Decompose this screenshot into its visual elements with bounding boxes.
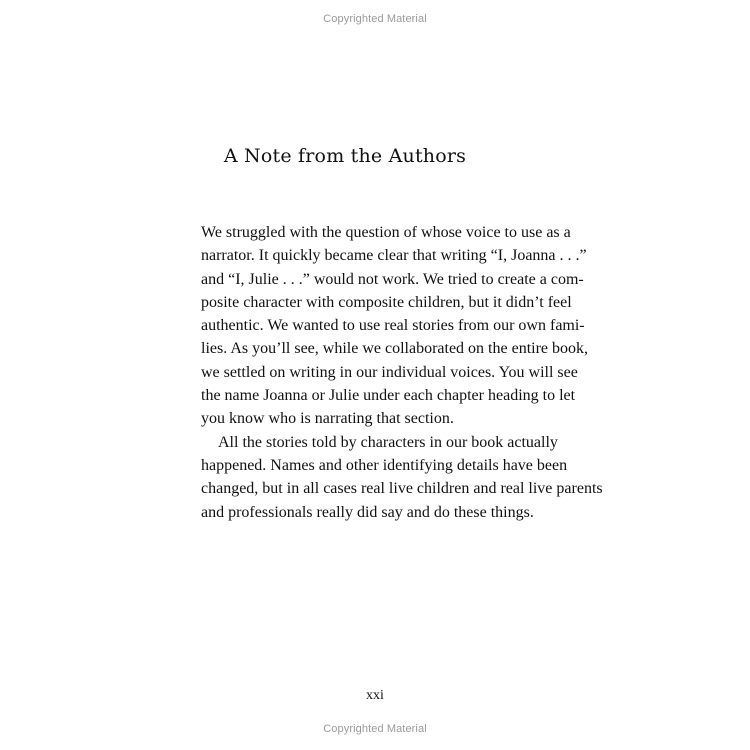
paragraph-1-line: We struggled with the question of whose voice to use as a [201, 224, 571, 241]
chapter-title: A Note from the Authors [223, 145, 467, 167]
paragraph-1-line: narrator. It quickly became clear that writing “I, Joanna . . .” [201, 247, 587, 265]
paragraph-1-line: authentic. We wanted to use real stories from our own fami- [201, 317, 585, 335]
paragraph-1-line: lies. As you’ll see, while we collaborated on the entire book, [201, 340, 589, 358]
paragraph-1-line: posite character with composite children, but it didn’t feel [201, 293, 572, 311]
copyright-watermark-bottom: Copyrighted Material [323, 723, 427, 735]
paragraph-2 [201, 431, 603, 524]
paragraph-2-line: happened. Names and other identifying details have been [201, 456, 568, 474]
copyright-watermark-top: Copyrighted Material [323, 13, 427, 25]
body-text [201, 221, 603, 524]
paragraph-1-line: and “I, Julie . . .” would not work. We tried to create a com- [201, 270, 584, 288]
paragraph-1-line: the name Joanna or Julie under each chapter heading to let [201, 387, 576, 405]
paragraph-1 [201, 221, 589, 431]
paragraph-2-line: and professionals really did say and do these things. [201, 503, 534, 521]
paragraph-1-line: we settled on writing in our individual voices. You will see [201, 363, 578, 381]
paragraph-2-line: changed, but in all cases real live children and real live parents [201, 480, 603, 498]
paragraph-1-line: you know who is narrating that section. [201, 410, 454, 428]
paragraph-2-line: All the stories told by characters in our book actually [218, 433, 558, 451]
page-number: xxi [366, 688, 384, 703]
